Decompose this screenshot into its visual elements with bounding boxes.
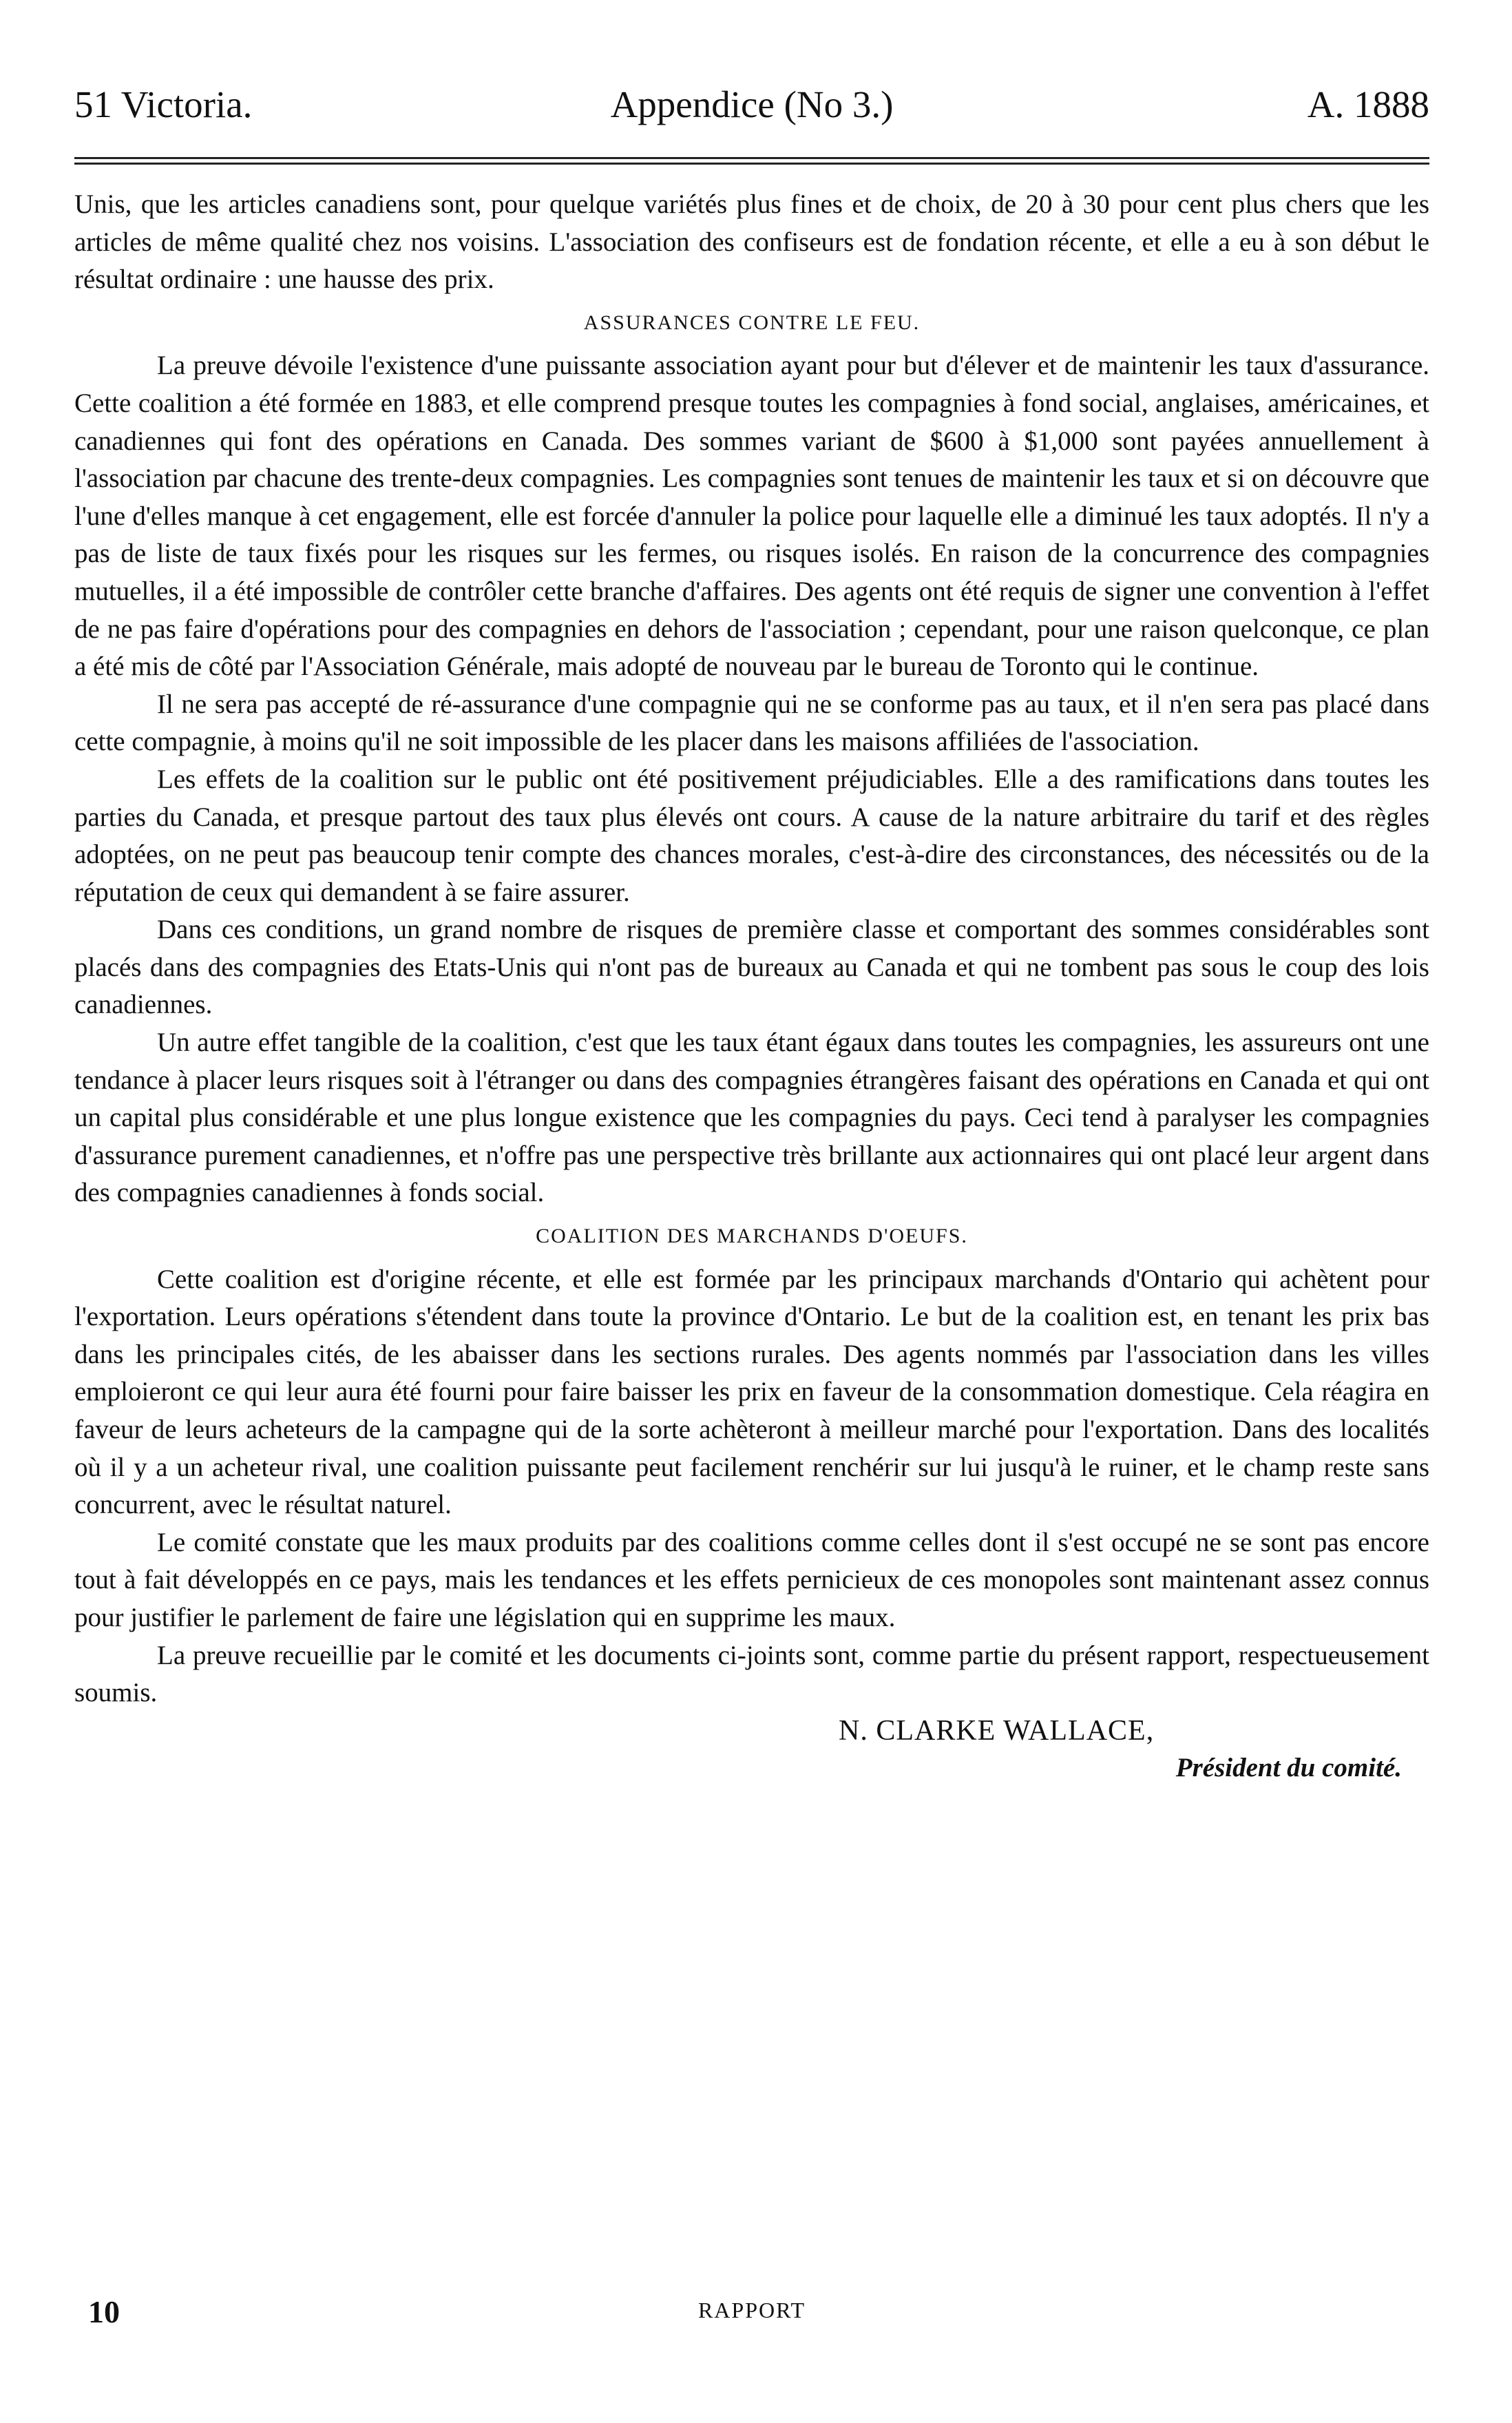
- paragraph-continuation: Unis, que les articles canadiens sont, pour quelque variétés plus fines et de choix, de 20 à 30 pour cent plus chers que les articles de même qualité chez nos voisins. L'association des confiseurs est de fondation récente, et elle a eu à son début le résultat ordinaire : une hausse des prix.: [74, 189, 1429, 295]
- paragraph: Cette coalition est d'origine récente, et elle est formée par les principaux marchands d'Ontario qui achètent pour l'exportation. Leurs opérations s'étendent dans toute la province d'Ontario. Le but de la coalition est, en tenant les prix bas dans les principales cités, de les abaisser dans les sections rurales. Des agents nommés par l'association dans les villes emploieront ce qui leur aura été fourni pour faire baisser les prix en faveur de la consommation domestique. Cela réagira en faveur de leurs acheteurs de la campagne qui de la sorte achèteront à meilleur marché pour l'exportation. Dans des localités où il y a un acheteur rival, une coalition puissante peut facilement renchérir sur lui jusqu'à le ruiner, et le champ reste sans concurrent, avec le résultat naturel.: [74, 1264, 1429, 1520]
- paragraph: Dans ces conditions, un grand nombre de risques de première classe et comportant des sommes considérables sont placés dans des compagnies des Etats-Unis qui n'ont pas de bureaux au Canada et qui ne tombent pas sous le coup des lois canadiennes.: [74, 915, 1429, 1020]
- paragraph: La preuve recueillie par le comité et les documents ci-joints sont, comme partie du présent rapport, respectueusement soumis.: [74, 1640, 1429, 1708]
- page-number: 10: [88, 2294, 120, 2329]
- header-rule-top: [74, 157, 1429, 159]
- paragraph: La preuve dévoile l'existence d'une puissante association ayant pour but d'élever et de maintenir les taux d'assurance. Cette coalition a été formée en 1883, et elle comprend presque toutes les compagnies à fond social, anglaises, américaines, et canadiennes qui font des opérations en Canada. Des sommes variant de $600 à $1,000 sont payées annuellement à l'association par chacune des trente-deux compagnies. Les compagnies sont tenues de maintenir les taux et si on découvre que l'une d'elles manque à cet engagement, elle est forcée d'annuler la police pour laquelle elle a diminué les taux adoptés. Il n'y a pas de liste de taux fixés pour les risques sur les fermes, ou risques isolés. En raison de la concurrence des compagnies mutuelles, il a été impossible de contrôler cette branche d'affaires. Des agents ont été requis de signer une convention à l'effet de ne pas faire d'opérations pour des compagnies en dehors de l'association ; cependant, pour une raison quelconque, ce plan a été mis de côté par l'Association Générale, mais adopté de nouveau par le bureau de Toronto qui le continue.: [74, 351, 1429, 682]
- section-heading-egg-merchants: COALITION DES MARCHANDS D'OEUFS.: [536, 1225, 968, 1248]
- section-heading-fire-insurance: ASSURANCES CONTRE LE FEU.: [583, 311, 921, 334]
- catchword: RAPPORT: [697, 2298, 806, 2322]
- paragraph: Les effets de la coalition sur le public ont été positivement préjudiciables. Elle a des ramifications dans toutes les parties du Canada, et presque partout des taux plus élevés ont cours. A cause de la nature arbitraire du tarif et des règles adoptées, on ne peut pas beaucoup tenir compte des chances morales, c'est-à-dire des circonstances, des nécessités ou de la réputation de ceux qui demandent à se faire assurer.: [74, 764, 1429, 907]
- signature-name: N. CLARKE WALLACE,: [839, 1714, 1155, 1747]
- paragraph: Il ne sera pas accepté de ré-assurance d'une compagnie qui ne se conforme pas au taux, et il n'en sera pas placé dans cette compagnie, à moins qu'il ne soit impossible de les placer dans les maisons affiliées de l'association.: [74, 689, 1429, 757]
- paragraph: Un autre effet tangible de la coalition, c'est que les taux étant égaux dans toutes les compagnies, les assureurs ont une tendance à placer leurs risques soit à l'étranger ou dans des compagnies étrangères faisant des opérations en Canada et qui ont un capital plus considérable et une plus longue existence que les compagnies du pays. Ceci tend à paralyser les compagnies d'assurance purement canadiennes, et n'offre pas une perspective très brillante aux actionnaires qui ont placé leur argent dans des compagnies canadiennes à fonds social.: [74, 1028, 1429, 1208]
- header-rule-bottom: [74, 163, 1429, 165]
- running-header: [74, 83, 1429, 138]
- header-year: A. 1888: [1307, 83, 1429, 125]
- signature-title: Président du comité.: [1175, 1753, 1402, 1783]
- header-appendix: Appendice (No 3.): [610, 83, 894, 125]
- signature-block: [74, 1712, 1429, 1787]
- paragraph: Le comité constate que les maux produits par des coalitions comme celles dont il s'est occupé ne se sont pas encore tout à fait développés en ce pays, mais les tendances et les effets pernicieux de ces monopoles sont maintenant assez connus pour justifier le parlement de faire une législation qui en supprime les maux.: [74, 1527, 1429, 1632]
- page-footer: [74, 2294, 1429, 2335]
- header-session: 51 Victoria.: [74, 83, 253, 125]
- body-text: [74, 186, 1429, 1787]
